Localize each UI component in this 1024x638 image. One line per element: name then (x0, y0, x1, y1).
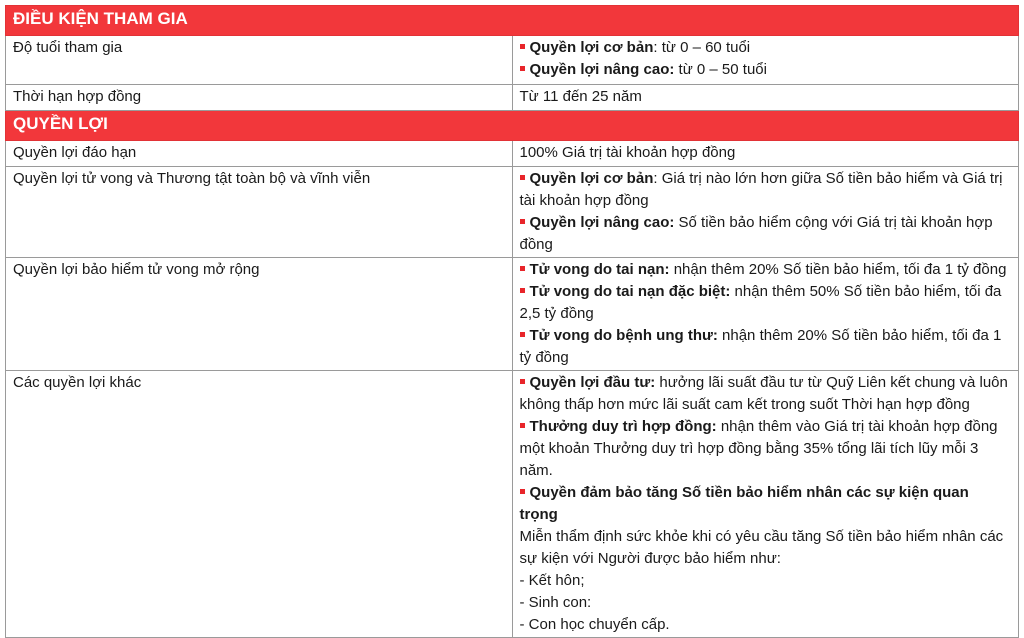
list-item: Tử vong do bệnh ung thư: nhận thêm 20% Số tiền bảo hiểm, tối đa 1 tỷ đồng (519, 327, 1002, 366)
list-item: Quyền lợi cơ bản: từ 0 – 60 tuổi (520, 37, 1012, 59)
section-header-benefits (6, 111, 1019, 141)
list-item: Quyền lợi đầu tư: hưởng lãi suất đầu tư từ Quỹ Liên kết chung và luôn không thấp hơn mức lãi suất cam kết trong suốt Thời hạn hợp đồng (519, 374, 1008, 413)
row-value: Từ 11 đến 25 năm (512, 85, 1019, 111)
table-row (6, 258, 1019, 371)
table-row (6, 141, 1019, 167)
table-row (6, 36, 1019, 85)
row-label: Quyền lợi tử vong và Thương tật toàn bộ và vĩnh viễn (6, 167, 513, 258)
bullet-icon (520, 379, 525, 384)
bullet-icon (520, 175, 525, 180)
event-item: - Sinh con: (519, 594, 592, 611)
list-item: Quyền lợi cơ bản: Giá trị nào lớn hơn giữa Số tiền bảo hiểm và Giá trị tài khoản hợp đồng (519, 170, 1003, 209)
list-item: Tử vong do tai nạn đặc biệt: nhận thêm 50% Số tiền bảo hiểm, tối đa 2,5 tỷ đồng (519, 283, 1002, 322)
bullet-icon (520, 44, 525, 49)
event-item: - Kết hôn; (519, 572, 585, 589)
row-value (512, 371, 1019, 638)
list-item: Quyền đảm bảo tăng Số tiền bảo hiểm nhân các sự kiện quan trọng (519, 484, 969, 523)
bullet-icon (520, 332, 525, 337)
bullet-icon (520, 266, 525, 271)
row-value (512, 167, 1019, 258)
bullet-icon (520, 288, 525, 293)
bullet-icon (520, 219, 525, 224)
row-value (512, 258, 1019, 371)
table-row (6, 371, 1019, 638)
row-label: Độ tuổi tham gia (6, 36, 513, 85)
list-item: Thưởng duy trì hợp đồng: nhận thêm vào Giá trị tài khoản hợp đồng một khoản Thưởng duy trì hợp đồng bằng 35% tổng lãi tích lũy mỗi 3 năm. (519, 418, 998, 479)
benefits-table (5, 5, 1019, 638)
bullet-icon (520, 489, 525, 494)
section-header-eligibility (6, 6, 1019, 36)
list-item: Quyền lợi nâng cao: từ 0 – 50 tuổi (520, 59, 1012, 81)
table-row (6, 167, 1019, 258)
row-value: 100% Giá trị tài khoản hợp đồng (512, 141, 1019, 167)
row-label: Quyền lợi bảo hiểm tử vong mở rộng (6, 258, 513, 371)
list-item: Tử vong do tai nạn: nhận thêm 20% Số tiền bảo hiểm, tối đa 1 tỷ đồng (520, 259, 1012, 281)
bullet-icon (520, 423, 525, 428)
row-label: Các quyền lợi khác (6, 371, 513, 638)
bullet-icon (520, 66, 525, 71)
row-label: Thời hạn hợp đồng (6, 85, 513, 111)
note-text: Miễn thẩm định sức khỏe khi có yêu cầu tăng Số tiền bảo hiểm nhân các sự kiện với Người được bảo hiểm như: (519, 528, 1004, 567)
table-row (6, 85, 1019, 111)
row-label: Quyền lợi đáo hạn (6, 141, 513, 167)
section-title: ĐIỀU KIỆN THAM GIA (6, 6, 1019, 36)
list-item: Quyền lợi nâng cao: Số tiền bảo hiểm cộng với Giá trị tài khoản hợp đồng (519, 214, 993, 253)
row-value (512, 36, 1019, 85)
event-item: - Con học chuyển cấp. (519, 616, 670, 633)
section-title: QUYỀN LỢI (6, 111, 1019, 141)
